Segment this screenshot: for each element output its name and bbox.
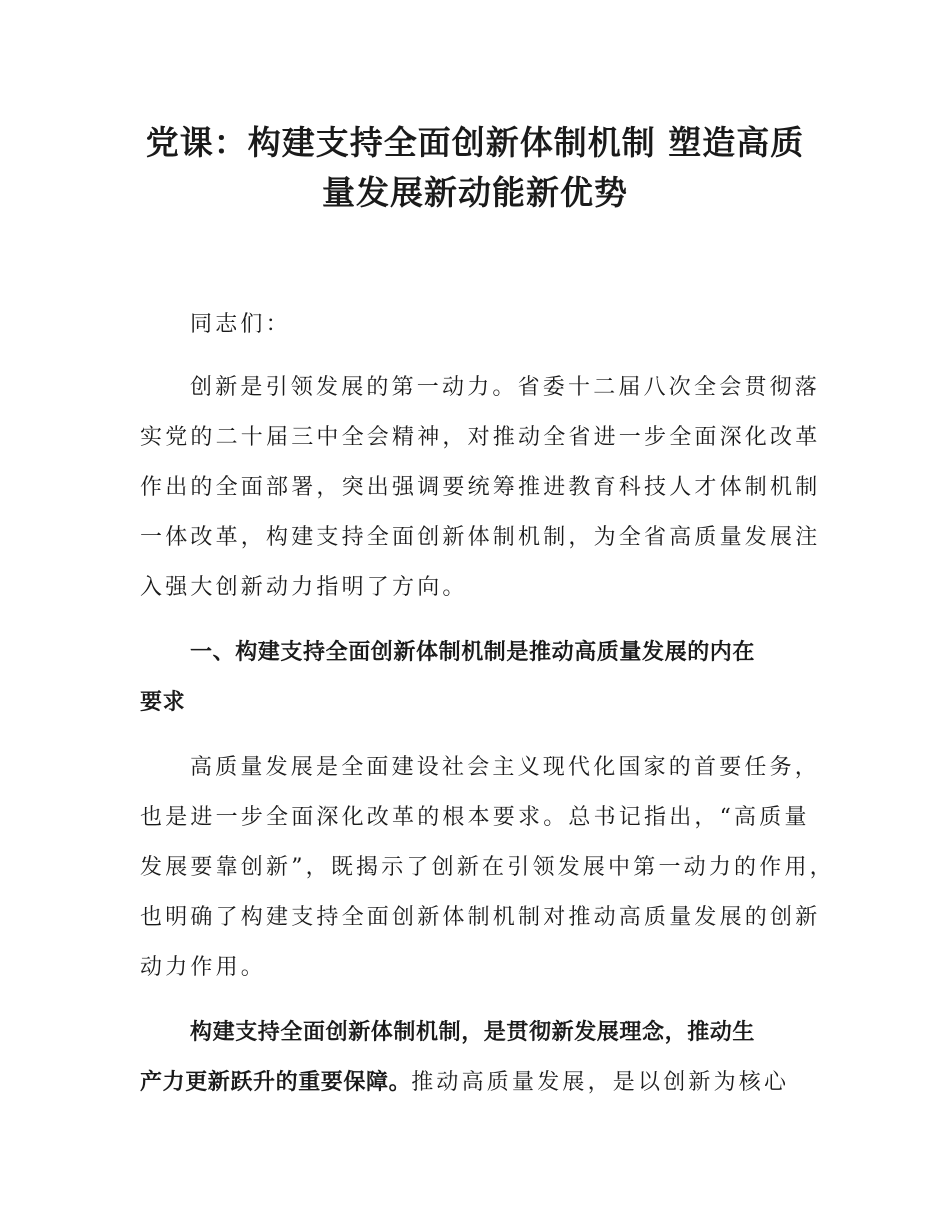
paragraph-2-line: 高质量发展是全面建设社会主义现代化国家的首要任务， <box>190 755 821 780</box>
paragraph-3-bold-line: 构建支持全面创新体制机制，是贯彻新发展理念，推动生 <box>190 1020 756 1045</box>
paragraph-2 <box>140 743 835 993</box>
paragraph-2-line: 也明确了构建支持全面创新体制机制对推动高质量发展的创新 <box>140 905 821 930</box>
paragraph-3-normal-text: 推动高质量发展，是以创新为核心 <box>411 1070 790 1095</box>
paragraph-1-line: 创新是引领发展的第一动力。省委十二届八次全会贯彻落 <box>190 375 821 400</box>
paragraph-3-line-2 <box>140 1058 810 1108</box>
section-heading-1 <box>140 628 810 728</box>
section-heading-line: 一、构建支持全面创新体制机制是推动高质量发展的内在 <box>190 640 756 665</box>
document-title <box>140 118 810 218</box>
greeting <box>140 300 860 350</box>
title-line-2: 量发展新动能新优势 <box>322 173 628 212</box>
greeting-text: 同志们： <box>190 312 291 337</box>
paragraph-1 <box>140 363 821 613</box>
paragraph-1-line: 作出的全面部署，突出强调要统筹推进教育科技人才体制机制 <box>140 475 821 500</box>
paragraph-1-line: 入强大创新动力指明了方向。 <box>140 575 468 600</box>
paragraph-1-line: 实党的二十届三中全会精神，对推动全省进一步全面深化改革 <box>140 425 821 450</box>
paragraph-2-line: 动力作用。 <box>140 955 267 980</box>
paragraph-2-line: 发展要靠创新”，既揭示了创新在引领发展中第一动力的作用， <box>140 855 835 880</box>
paragraph-3 <box>140 1008 810 1108</box>
title-line-1: 党课：构建支持全面创新体制机制 塑造高质 <box>145 123 805 162</box>
section-heading-line: 要求 <box>140 690 186 715</box>
paragraph-2-line: 也是进一步全面深化改革的根本要求。总书记指出，“高质量 <box>140 805 810 830</box>
paragraph-3-bold-lead: 产力更新跃升的重要保障。 <box>140 1070 412 1095</box>
paragraph-1-line: 一体改革，构建支持全面创新体制机制，为全省高质量发展注 <box>140 525 821 550</box>
